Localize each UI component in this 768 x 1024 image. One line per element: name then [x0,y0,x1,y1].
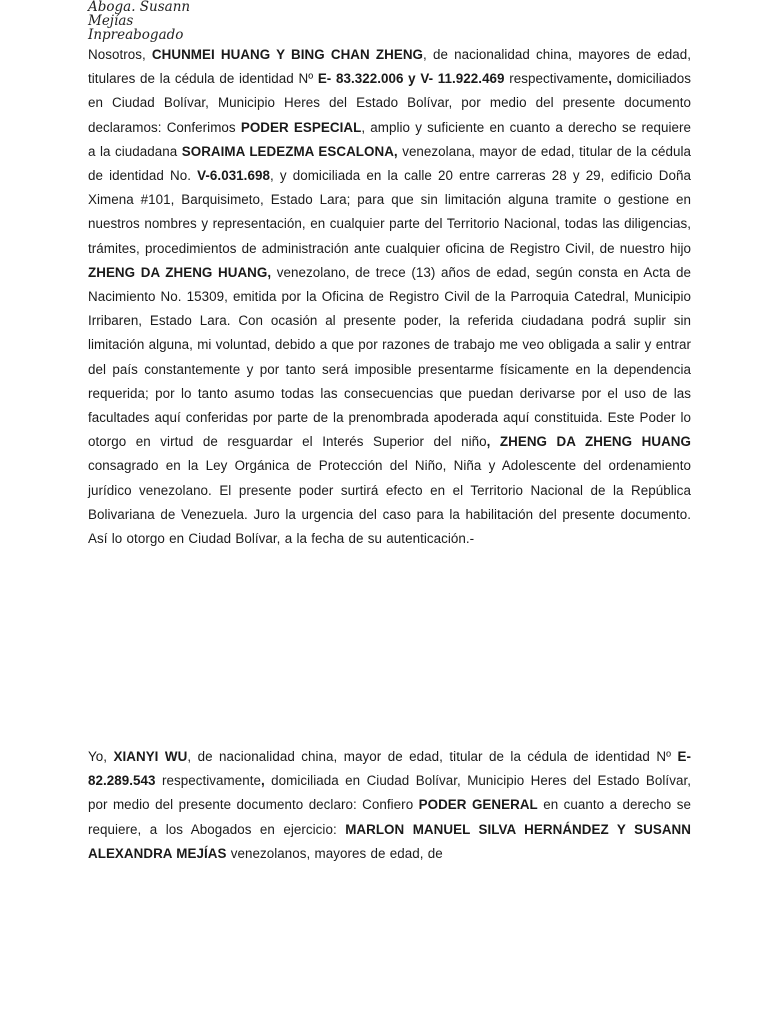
lawyer-header [88,0,190,42]
bold-text-run: , [608,71,613,87]
text-run: , de nacionalidad china, mayor de edad, titular de la cédula de identidad Nº [187,749,678,764]
bold-text-run: , [260,773,265,789]
text-run: venezolanos, mayores de edad, de [226,845,443,861]
text-run: Yo, [88,749,114,764]
bold-text-run: PODER ESPECIAL [240,119,362,135]
bold-text-run: PODER GENERAL [418,797,538,813]
bold-text-run: V-6.031.698 [197,168,270,184]
text-run: , amplio y suficiente en cuanto a derecho se requiere a la ciudadana [88,119,691,159]
header-line-name: Aboga. Susann [88,0,191,15]
bold-text-run: E- 82.289.543 [88,749,692,789]
text-run: Nosotros, [88,47,152,62]
general-power-paragraph [88,745,691,866]
header-line-registration: Inpreabogado [88,27,184,43]
text-run: , de nacionalidad china, mayores de edad, titulares de la cédula de identidad Nº [88,47,691,87]
bold-text-run: MARLON MANUEL SILVA HERNÁNDEZ Y SUSANN ALEXANDRA MEJÍAS [88,821,691,861]
text-run: domiciliados en Ciudad Bolívar, Municipio Heres del Estado Bolívar, por medio del presente documento declaramos: Conferimos [88,71,691,135]
text-run: respectivamente [504,71,609,87]
bold-text-run: SORAIMA LEDEZMA ESCALONA, [181,143,398,159]
bold-text-run: , ZHENG DA ZHENG HUANG [486,434,691,450]
text-run: consagrado en la Ley Orgánica de Protección del Niño, Niña y Adolescente del ordenamiento jurídico venezolano. El presente poder surtirá efecto en el Territorio Nacional de la República Bolivariana de Venezuela. Juro la urgencia del caso para la habilitación del presente documento. Así lo otorgo en Ciudad Bolívar, a la fecha de su autenticación.- [88,458,691,547]
text-run: , y domiciliada en la calle 20 entre carreras 28 y 29, edificio Doña Ximena #101, Barquisimeto, Estado Lara; para que sin limitación alguna tramite o gestione en nuestros nombres y representación, en cualquier parte del Territorio Nacional, todas las diligencias, trámites, procedimientos de administración ante cualquier oficina de Registro Civil, de nuestro hijo [88,168,691,256]
text-run: en cuanto a derecho se requiere, a los Abogados en ejercicio: [88,797,691,837]
bold-text-run: ZHENG DA ZHENG HUANG, [88,264,272,280]
text-run: venezolana, mayor de edad, titular de la cédula de identidad No. [88,143,691,184]
bold-text-run: XIANYI WU [113,749,188,764]
text-run: respectivamente [155,773,261,789]
text-run: domiciliada en Ciudad Bolívar, Municipio Heres del Estado Bolívar, por medio del presente documento declaro: Confiero [88,773,691,813]
special-power-paragraph [88,43,691,551]
text-run: venezolano, de trece (13) años de edad, según consta en Acta de Nacimiento No. 15309, emitida por la Oficina de Registro Civil de la Parroquia Catedral, Municipio Irribaren, Estado Lara. Con ocasión al presente poder, la referida ciudadana podrá suplir sin limitación alguna, mi voluntad, debido a que por razones de trabajo me veo obligada a salir y entrar del país constantemente y por tanto será imposible presentarme físicamente en la dependencia requerida; por lo tanto asumo todas las consecuencias que puedan derivarse por el uso de las facultades aquí conferidas por parte de la prenombrada apoderada aquí constituida. Este Poder lo otorgo en virtud de resguardar el Interés Superior del niño [88,264,691,450]
header-line-surname: Mejías [88,13,134,29]
bold-text-run: E- 83.322.006 y V- 11.922.469 [317,71,505,87]
bold-text-run: CHUNMEI HUANG Y BING CHAN ZHENG [151,47,424,62]
